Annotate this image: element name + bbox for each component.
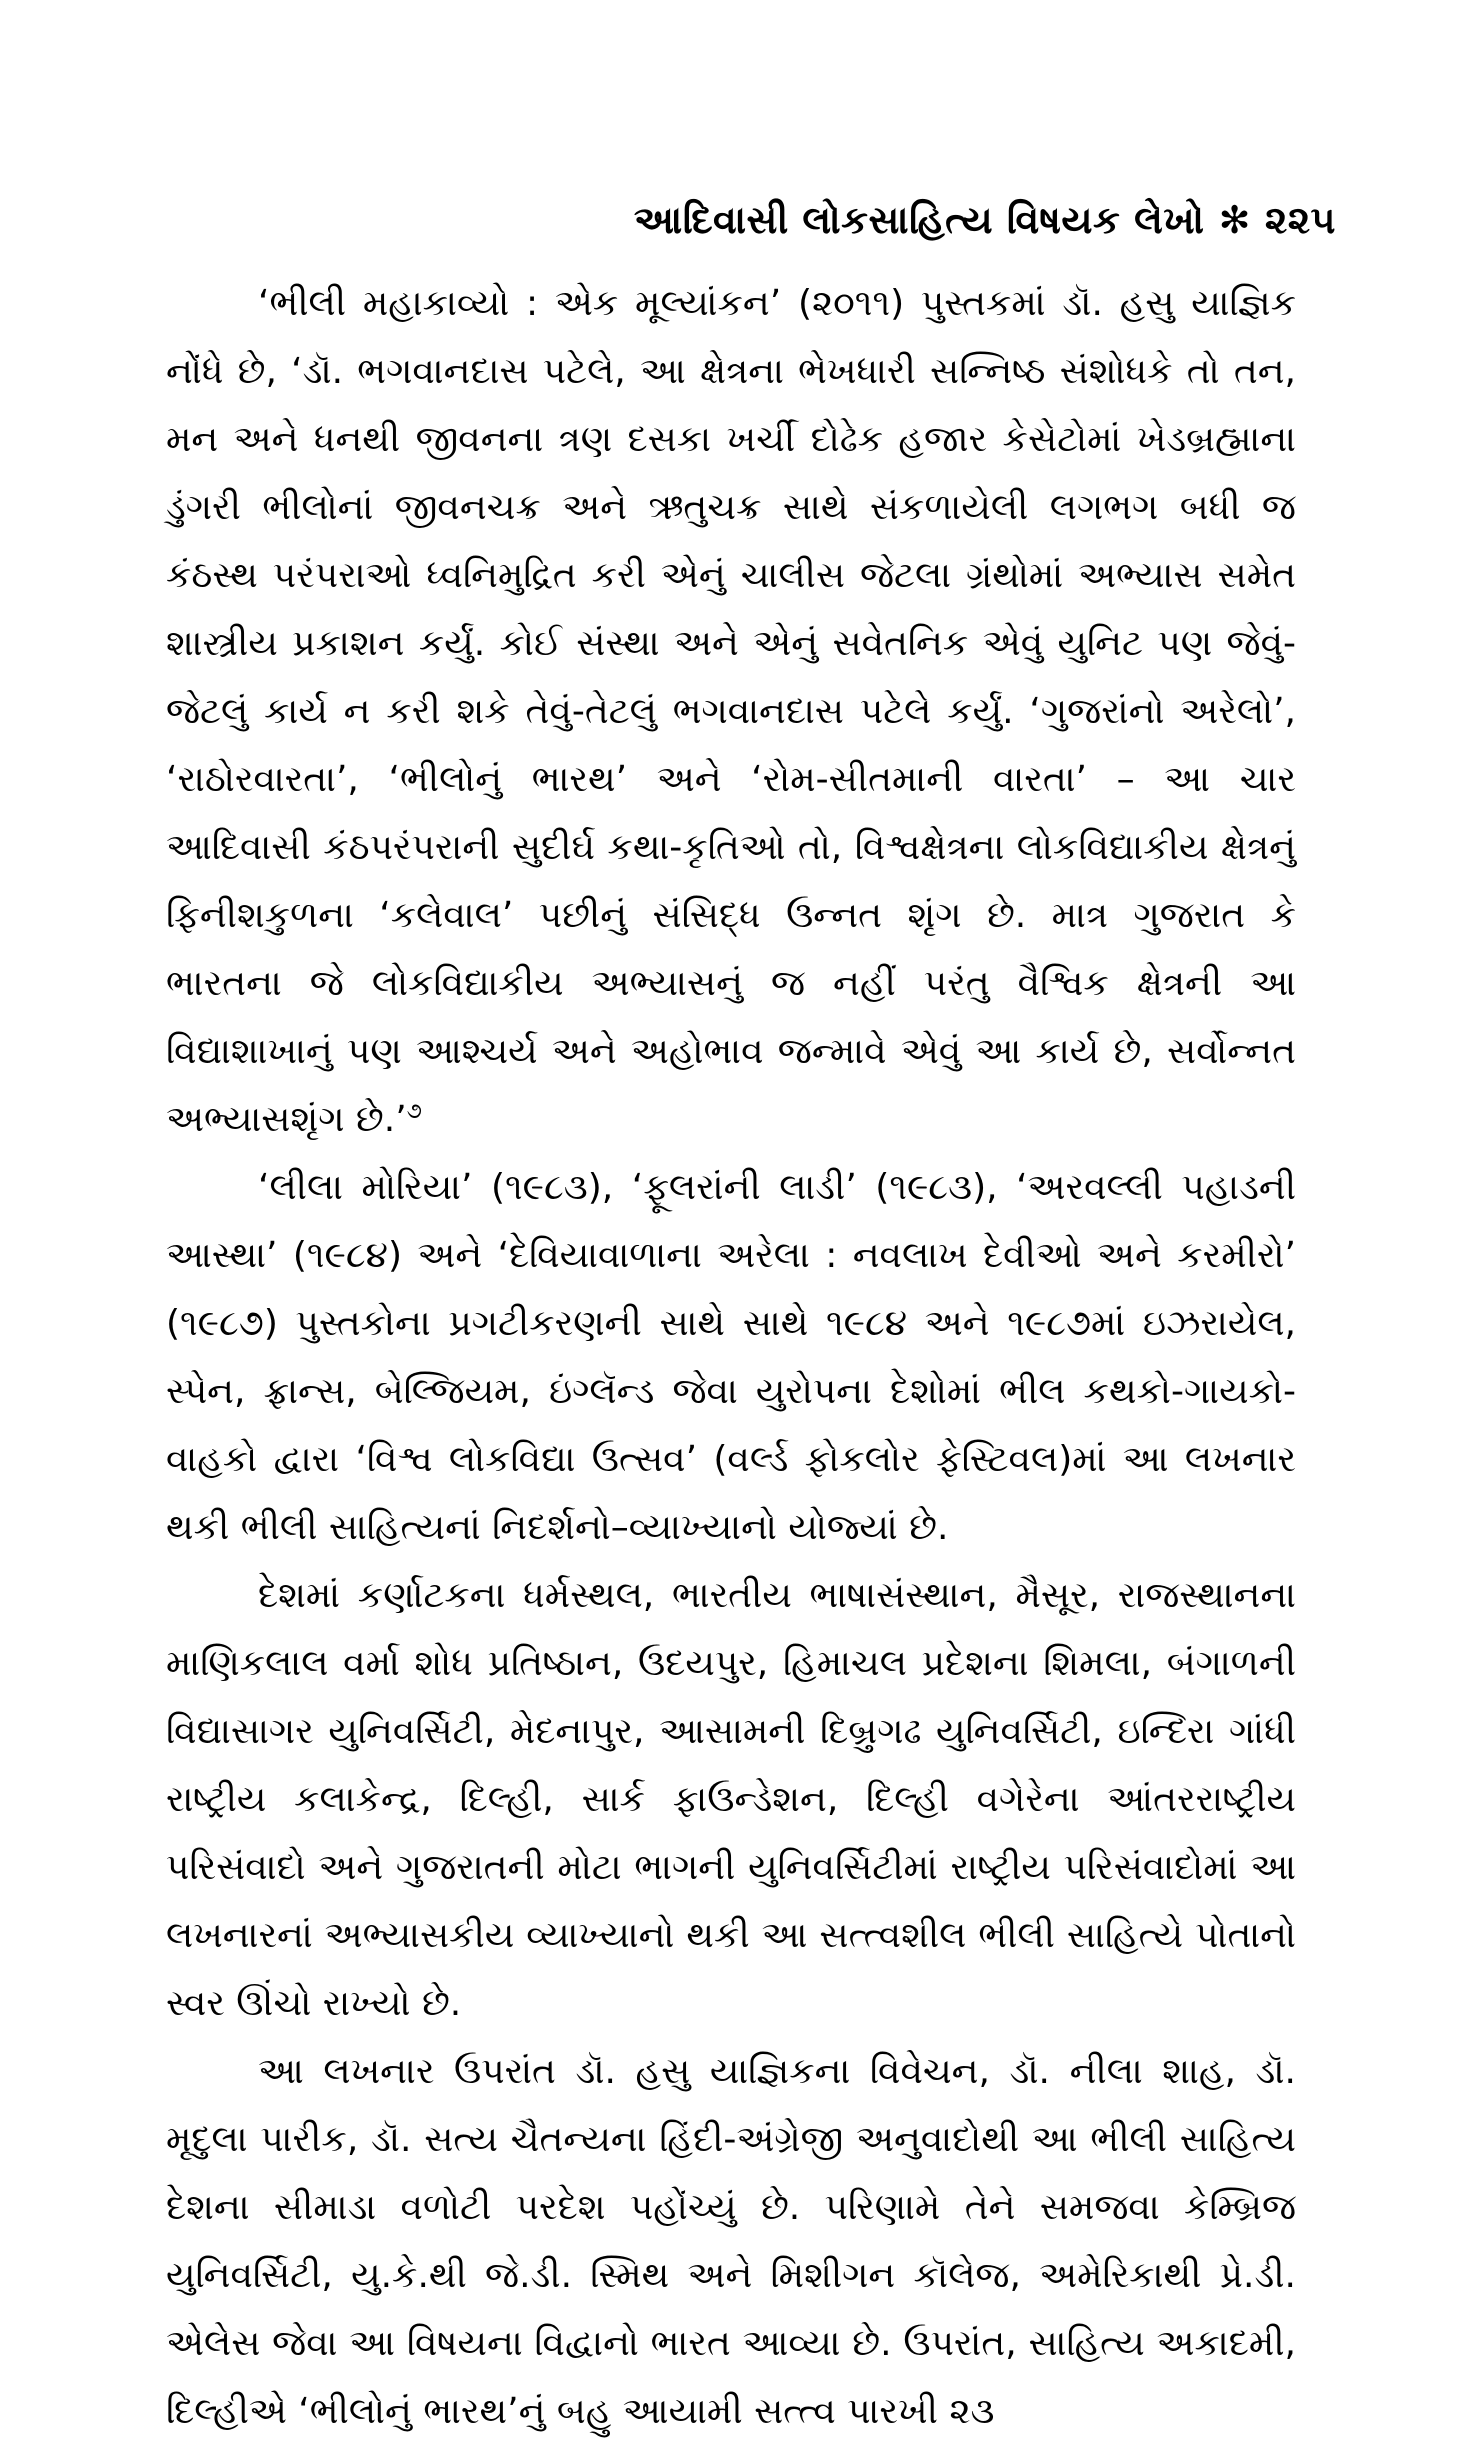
footnote-marker: ૭ bbox=[406, 1099, 422, 1124]
paragraph-2: ‘લીલા મોરિયા’ (૧૯૮૩), ‘ફૂલરાંની લાડી’ (૧૯૮૩), ‘અરવલ્લી પહાડની આસ્થા’ (૧૯૮૪) અને ‘દેવિયાવાળાના અરેલા : નવલાખ દેવીઓ અને કરમીરો’ (૧૯૮૭) પુસ્તકોના પ્રગટીકરણની સાથે સાથે ૧૯૮૪ અને ૧૯૮૭માં ઇઝરાયેલ, સ્પેન, ફ્રાન્સ, બેલ્જિયમ, ઇંગ્લૅન્ડ જેવા યુરોપના દેશોમાં ભીલ કથકો-ગાયકો-વાહકો દ્વારા ‘વિશ્વ લોકવિદ્યા ઉત્સવ’ (વર્લ્ડ ફોકલોર ફેસ્ટિવલ)માં આ લખનાર થકી ભીલી સાહિત્યનાં નિદર્શનો–વ્યાખ્યાનો યોજ્યાં છે. bbox=[166, 1167, 1296, 1548]
paragraph-1 bbox=[166, 270, 1296, 1154]
paragraph-3: દેશમાં કર્ણાટકના ધર્મસ્થલ, ભારતીય ભાષાસંસ્થાન, મૈસૂર, રાજસ્થાનના માણિકલાલ વર્મા શોધ પ્રતિષ્ઠાન, ઉદયપુર, હિમાચલ પ્રદેશના શિમલા, બંગાળની વિદ્યાસાગર યુનિવર્સિટી, મેદનાપુર, આસામની દિબ્રુગઢ યુનિવર્સિટી, ઇન્દિરા ગાંધી રાષ્ટ્રીય કલાકેન્દ્ર, દિલ્હી, સાર્ક ફાઉન્ડેશન, દિલ્હી વગેરેના આંતરરાષ્ટ્રીય પરિસંવાદો અને ગુજરાતની મોટા ભાગની યુનિવર્સિટીમાં રાષ્ટ્રીય પરિસંવાદોમાં આ લખનારનાં અભ્યાસકીય વ્યાખ્યાનો થકી આ સત્ત્વશીલ ભીલી સાહિત્યે પોતાનો સ્વર ઊંચો રાખ્યો છે. bbox=[166, 1575, 1296, 2024]
paragraph-1-text: ‘ભીલી મહાકાવ્યો : એક મૂલ્યાંકન’ (૨૦૧૧) પુસ્તકમાં ડૉ. હસુ યાજ્ઞિક નોંધે છે, ‘ડૉ. ભગવાનદાસ પટેલે, આ ક્ષેત્રના ભેખધારી સન્નિષ્ઠ સંશોધકે તો તન, મન અને ધનથી જીવનના ત્રણ દસકા ખર્ચી દોઢેક હજાર કેસેટોમાં ખેડબ્રહ્માના ડુંગરી ભીલોનાં જીવનચક્ર અને ઋતુચક્ર સાથે સંકળાયેલી લગભગ બધી જ કંઠસ્થ પરંપરાઓ ધ્વનિમુદ્રિત કરી એનું ચાલીસ જેટલા ગ્રંથોમાં અભ્યાસ સમેત શાસ્ત્રીય પ્રકાશન કર્યું. કોઈ સંસ્થા અને એનું સવેતનિક એવું યુનિટ પણ જેવું-જેટલું કાર્ય ન કરી શકે તેવું-તેટલું ભગવાનદાસ પટેલે કર્યું. ‘ગુજરાંનો અરેલો’, ‘રાઠોરવારતા’, ‘ભીલોનું ભારથ’ અને ‘રોમ-સીતમાની વારતા’ – આ ચાર આદિવાસી કંઠપરંપરાની સુદીર્ઘ કથા-કૃતિઓ તો, વિશ્વક્ષેત્રના લોકવિદ્યાકીય ક્ષેત્રનું ફિનીશકુળના ‘કલેવાલ’ પછીનું સંસિદ્ધ ઉન્નત શૃંગ છે. માત્ર ગુજરાત કે ભારતના જે લોકવિદ્યાકીય અભ્યાસનું જ નહીં પરંતુ વૈશ્વિક ક્ષેત્રની આ વિદ્યાશાખાનું પણ આશ્ચર્ય અને અહોભાવ જન્માવે એવું આ કાર્ય છે, સર્વોન્નત અભ્યાસશૃંગ છે.’ bbox=[166, 283, 1296, 1140]
running-header bbox=[634, 198, 1336, 243]
body-text bbox=[166, 270, 1296, 2446]
paragraph-4: આ લખનાર ઉપરાંત ડૉ. હસુ યાજ્ઞિકના વિવેચન, ડૉ. નીલા શાહ, ડૉ. મૃદુલા પારીક, ડૉ. સત્ય ચૈતન્યના હિંદી-અંગ્રેજી અનુવાદોથી આ ભીલી સાહિત્ય દેશના સીમાડા વળોટી પરદેશ પહોંચ્યું છે. પરિણામે તેને સમજવા કેમ્બ્રિજ યુનિવર્સિટી, યુ.કે.થી જે.ડી. સ્મિથ અને મિશીગન કૉલેજ, અમેરિકાથી પ્રે.ડી. એલેસ જેવા આ વિષયના વિદ્વાનો ભારત આવ્યા છે. ઉપરાંત, સાહિત્ય અકાદમી, દિલ્હીએ ‘ભીલોનું ભારથ’નું બહુ આયામી સત્ત્વ પારખી ૨૩ bbox=[166, 2051, 1296, 2432]
running-title: આદિવાસી લોકસાહિત્ય વિષયક લેખો bbox=[633, 198, 1205, 242]
header-separator: ✻ bbox=[1218, 198, 1251, 242]
page-number: ૨૨૫ bbox=[1264, 198, 1336, 242]
